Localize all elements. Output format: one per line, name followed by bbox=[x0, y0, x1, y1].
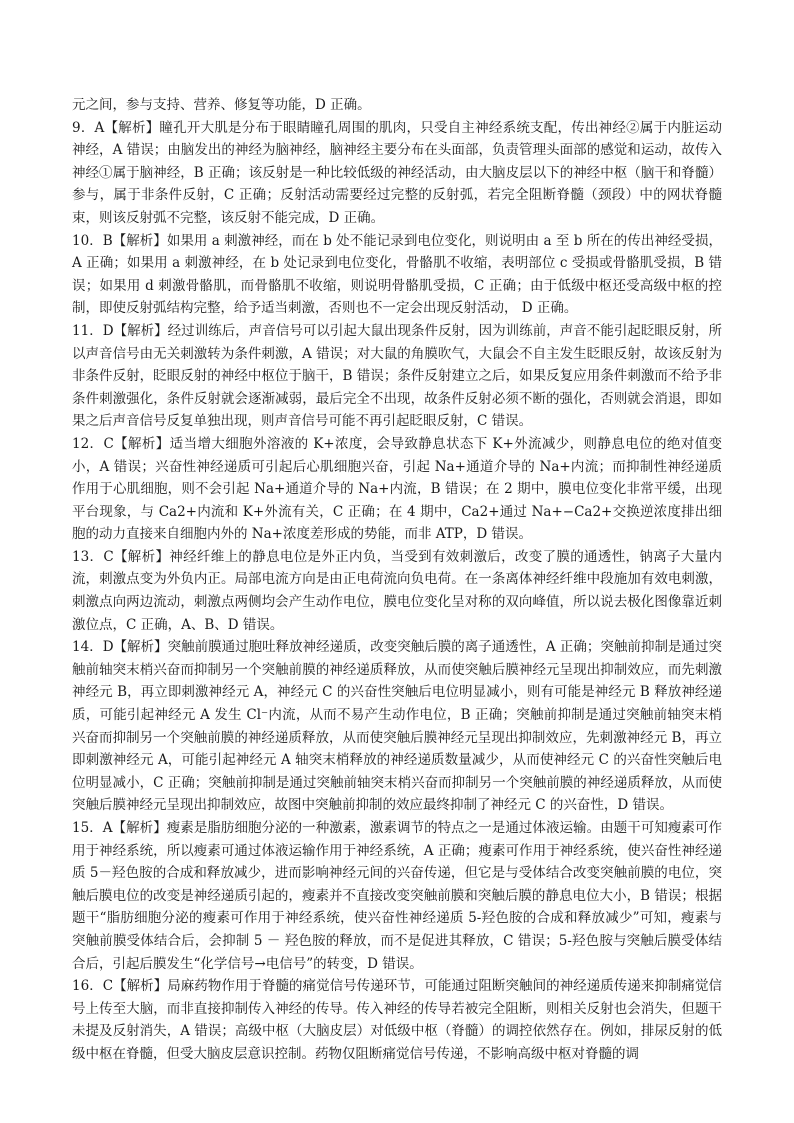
document-page bbox=[72, 94, 722, 1066]
answer-10-explanation: 10．B【解析】如果用 a 刺激神经，而在 b 处不能记录到电位变化，则说明由 a 至 b 所在的传出神经受损，A 正确；如果用 a 刺激神经，在 b 处记录到电位变化，骨骼肌不收缩，表明部位 c 受损或骨骼肌受损，B 错误；如果用 d 刺激骨骼肌，而骨骼肌不收缩，则说明骨骼肌受损，C 正确；由于低级中枢还受高级中枢的控制，即使反射弧结构完整，给予适当刺激，否则也不一定会出现反射活动， D 正确。 bbox=[72, 232, 722, 317]
paragraph-continuation: 元之间，参与支持、营养、修复等功能，D 正确。 bbox=[72, 97, 371, 113]
answer-13-explanation: 13．C【解析】神经纤维上的静息电位是外正内负，当受到有效刺激后，改变了膜的通透性，钠离子大量内流，刺激点变为外负内正。局部电流方向是由正电荷流向负电荷。在一条离体神经纤维中段施加有效电刺激，刺激点向两边流动，刺激点两侧均会产生动作电位，膜电位变化呈对称的双向峰值，所以说去极化图像靠近刺激位点，C 正确，A、B、D 错误。 bbox=[72, 548, 722, 633]
answer-16-explanation: 16．C【解析】局麻药物作用于脊髓的痛觉信号传递环节，可能通过阻断突触间的神经递质传递来抑制痛觉信号上传至大脑，而非直接抑制传入神经的传导。传入神经的传导若被完全阻断，则相关反射也会消失，但题干未提及反射消失，A 错误；高级中枢（大脑皮层）对低级中枢（脊髓）的调控依然存在。例如，排尿反射的低级中枢在脊髓，但受大脑皮层意识控制。药物仅阻断痛觉信号传递，不影响高级中枢对脊髓的调 bbox=[72, 978, 722, 1062]
answer-15-explanation: 15．A【解析】瘦素是脂肪细胞分泌的一种激素，激素调节的特点之一是通过体液运输。由题干可知瘦素可作用于神经系统，所以瘦素可通过体液运输作用于神经系统，A 正确；瘦素可作用于神经系统，使兴奋性神经递质 5－羟色胺的合成和释放减少，进而影响神经元间的兴奋传递，但它是与受体结合改变突触前膜的电位，突触后膜电位的改变是神经递质引起的，瘦素并不直接改变突触前膜和突触后膜的静息电位大小，B 错误；根据题干“脂肪细胞分泌的瘦素可作用于神经系统，使兴奋性神经递质 5-羟色胺的合成和释放减少”可知，瘦素与突触前膜受体结合后，会抑制 5 － 羟色胺的释放，而不是促进其释放，C 错误；5-羟色胺与突触后膜受体结合后，引起后膜发生“化学信号→电信号”的转变，D 错误。 bbox=[72, 820, 722, 972]
answer-9-explanation: 9．A【解析】瞳孔开大肌是分布于眼睛瞳孔周围的肌肉，只受自主神经系统支配，传出神经②属于内脏运动神经，A 错误；由脑发出的神经为脑神经，脑神经主要分布在头面部，负责管理头面部的感觉和运动，故传入神经①属于脑神经，B 正确；该反射是一种比较低级的神经活动，由大脑皮层以下的神经中枢（脑干和脊髓）参与，属于非条件反射，C 正确；反射活动需要经过完整的反射弧，若完全阻断脊髓（颈段）中的网状脊髓束，则该反射弧不完整，该反射不能完成，D 正确。 bbox=[72, 119, 722, 226]
answer-11-explanation: 11．D【解析】经过训练后，声音信号可以引起大鼠出现条件反射，因为训练前，声音不能引起眨眼反射，所以声音信号由无关刺激转为条件刺激，A 错误；对大鼠的角膜吹气，大鼠会不自主发生眨眼反射，故该反射为非条件反射，眨眼反射的神经中枢位于脑干，B 错误；条件反射建立之后，如果反复应用条件刺激而不给予非条件刺激强化，条件反射就会逐渐减弱，最后完全不出现，故条件反射必须不断的强化，否则就会消退，即如果之后声音信号反复单独出现，则声音信号可能不再引起眨眼反射，C 错误。 bbox=[72, 322, 722, 430]
answer-12-explanation: 12．C【解析】适当增大细胞外溶液的 K+浓度，会导致静息状态下 K+外流减少，则静息电位的绝对值变小，A 错误；兴奋性神经递质可引起后心肌细胞兴奋，引起 Na+通道介导的 Na+内流；而抑制性神经递质作用于心肌细胞，则不会引起 Na+通道介导的 Na+内流，B 错误；在 2 期中，膜电位变化非常平缓，出现平台现象，与 Ca2+内流和 K+外流有关，C 正确；在 4 期中，Ca2+通过 Na+−Ca2+交换逆浓度排出细胞的动力直接来自细胞内外的 Na+浓度差形成的势能，而非 ATP，D 错误。 bbox=[72, 435, 722, 543]
answer-14-explanation: 14．D【解析】突触前膜通过胞吐释放神经递质，改变突触后膜的离子通透性，A 正确；突触前抑制是通过突触前轴突末梢兴奋而抑制另一个突触前膜的神经递质释放，从而使突触后膜神经元呈现出抑制效应，而先刺激神经元 B，再立即刺激神经元 A，神经元 C 的兴奋性突触后电位明显减小，则有可能是神经元 B 释放神经递质，可能引起神经元 A 发生 Cl⁻内流，从而不易产生动作电位，B 正确；突触前抑制是通过突触前轴突末梢兴奋而抑制另一个突触前膜的神经递质释放，从而使突触后膜神经元呈现出抑制效应，先刺激神经元 B，再立即刺激神经元 A，可能引起神经元 A 轴突末梢释放的神经递质数量减少，从而使神经元 C 的兴奋性突触后电位明显减小，C 正确；突触前抑制是通过突触前轴突末梢兴奋而抑制另一个突触前膜的神经递质释放，从而使突触后膜神经元呈现出抑制效应，故图中突触前抑制的效应最终抑制了神经元 C 的兴奋性，D 错误。 bbox=[72, 639, 722, 814]
